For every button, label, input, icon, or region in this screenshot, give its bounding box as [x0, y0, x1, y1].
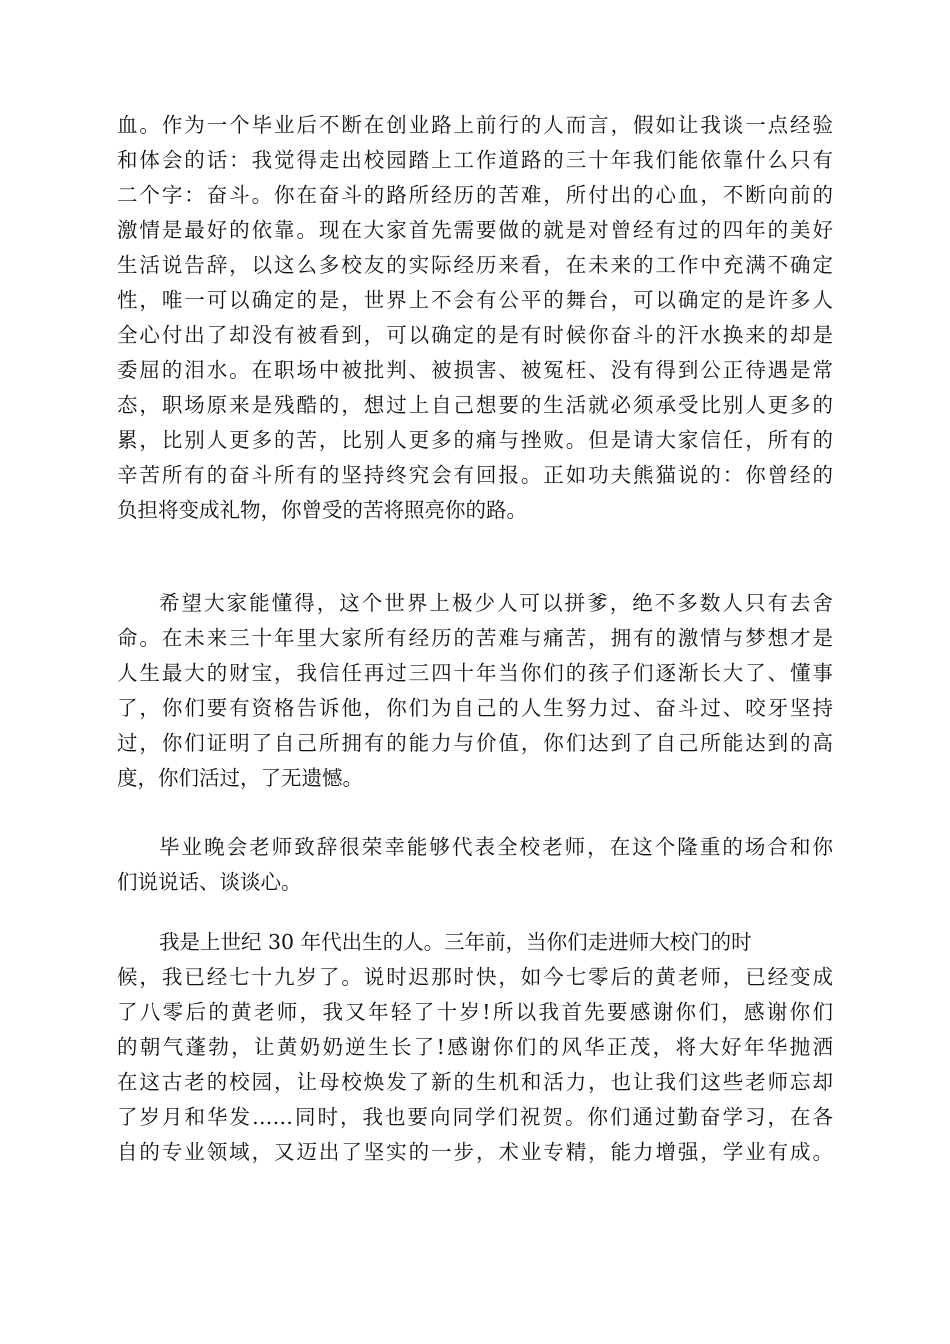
text-line: 和体会的话：我觉得走出校园踏上工作道路的三十年我们能依靠什么只有: [117, 148, 833, 172]
text-line: 候，我已经七十九岁了。说时迟那时快，如今七零后的黄老师，已经变成: [117, 965, 833, 989]
text-line: 了八零后的黄老师，我又年轻了十岁!所以我首先要感谢你们，感谢你们: [117, 1000, 833, 1024]
text-line: 我是上世纪 30 年代出生的人。三年前，当你们走进师大校门的时: [159, 930, 752, 954]
text-line: 委屈的泪水。在职场中被批判、被损害、被冤枉、没有得到公正待遇是常: [117, 358, 833, 382]
text-line: 负担将变成礼物，你曾受的苦将照亮你的路。: [117, 498, 527, 522]
text-line: 态，职场原来是残酷的，想过上自己想要的生活就必须承受比别人更多的: [117, 393, 833, 417]
text-line: 毕业晚会老师致辞很荣幸能够代表全校老师，在这个隆重的场合和你: [159, 835, 833, 859]
text-line: 命。在未来三十年里大家所有经历的苦难与痛苦，拥有的激情与梦想才是: [117, 626, 833, 650]
text-line: 的朝气蓬勃，让黄奶奶逆生长了!感谢你们的风华正茂，将大好年华抛洒: [117, 1035, 833, 1059]
text-line: 度，你们活过，了无遗憾。: [117, 766, 363, 790]
text-line: 生活说告辞，以这么多校友的实际经历来看，在未来的工作中充满不确定: [117, 253, 833, 277]
text-line: 过，你们证明了自己所拥有的能力与价值，你们达到了自己所能达到的高: [117, 731, 833, 755]
text-line: 激情是最好的依靠。现在大家首先需要做的就是对曾经有过的四年的美好: [117, 218, 833, 242]
text-line: 自的专业领域，又迈出了坚实的一步，术业专精，能力增强，学业有成。: [117, 1140, 833, 1164]
text-line: 希望大家能懂得，这个世界上极少人可以拼爹，绝不多数人只有去舍: [159, 591, 833, 615]
text-line: 累，比别人更多的苦，比别人更多的痛与挫败。但是请大家信任，所有的: [117, 428, 833, 452]
text-line: 人生最大的财宝，我信任再过三四十年当你们的孩子们逐渐长大了、懂事: [117, 661, 833, 685]
text-line: 在这古老的校园，让母校焕发了新的生机和活力，也让我们这些老师忘却: [117, 1070, 833, 1094]
text-line: 全心付出了却没有被看到，可以确定的是有时候你奋斗的汗水换来的却是: [117, 323, 833, 347]
text-line: 们说说话、谈谈心。: [117, 870, 302, 894]
text-line: 二个字：奋斗。你在奋斗的路所经历的苦难，所付出的心血，不断向前的: [117, 183, 833, 207]
text-line: 辛苦所有的奋斗所有的坚持终究会有回报。正如功夫熊猫说的：你曾经的: [117, 463, 833, 487]
paragraph-3: [117, 830, 833, 900]
text-line: 了，你们要有资格告诉他，你们为自己的人生努力过、奋斗过、咬牙坚持: [117, 696, 833, 720]
text-line: 了岁月和华发……同时，我也要向同学们祝贺。你们通过勤奋学习，在各: [117, 1105, 833, 1129]
paragraph-2: [117, 586, 833, 796]
paragraph-1: [117, 108, 833, 528]
text-line: 血。作为一个毕业后不断在创业路上前行的人而言，假如让我谈一点经验: [117, 113, 833, 137]
paragraph-4: [117, 925, 833, 1170]
text-line: 性，唯一可以确定的是，世界上不会有公平的舞台，可以确定的是许多人: [117, 288, 833, 312]
